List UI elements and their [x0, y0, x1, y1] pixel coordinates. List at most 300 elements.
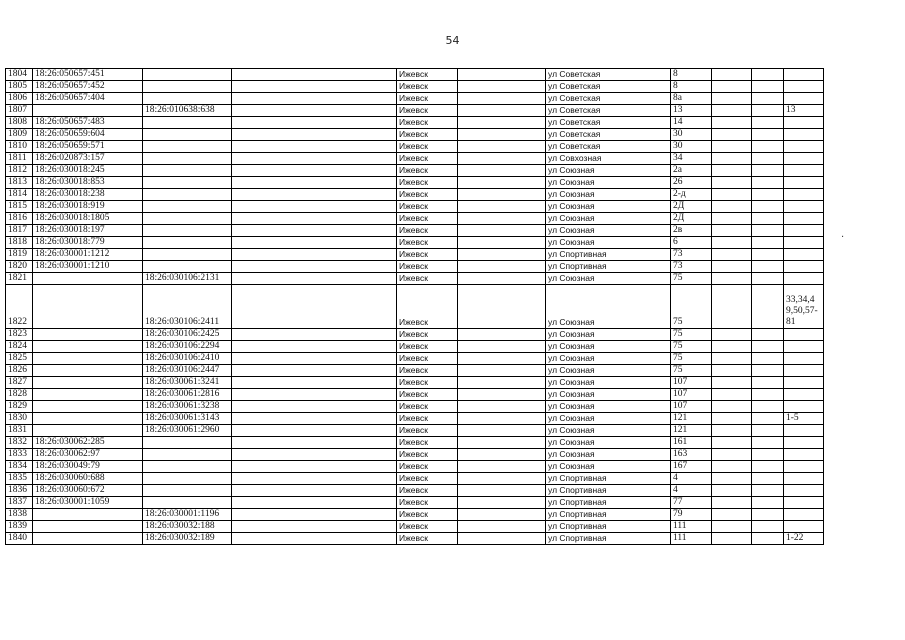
cadastral-number-cell: 18:26:050659:571: [33, 141, 143, 153]
apartments-cell: [784, 117, 824, 129]
table-row: [6, 225, 824, 237]
empty-cell: [712, 425, 752, 437]
empty-cell: [712, 225, 752, 237]
empty-cell: [712, 189, 752, 201]
table-row: [6, 261, 824, 273]
empty-cell: [458, 201, 546, 213]
empty-cell: [712, 449, 752, 461]
city-cell: Ижевск: [397, 153, 458, 165]
street-cell: ул Советская: [546, 69, 671, 81]
empty-cell: [458, 497, 546, 509]
row-number-cell: 1806: [6, 93, 33, 105]
cadastral-number-cell: 18:26:030018:919: [33, 201, 143, 213]
apartments-cell: [784, 365, 824, 377]
apartments-cell: [784, 473, 824, 485]
city-cell: Ижевск: [397, 285, 458, 329]
table-row: [6, 153, 824, 165]
empty-cell: [752, 341, 784, 353]
apartments-cell: [784, 461, 824, 473]
empty-cell: [232, 129, 397, 141]
building-cadastral-number-cell: [143, 93, 232, 105]
city-cell: Ижевск: [397, 165, 458, 177]
table-row: [6, 353, 824, 365]
empty-cell: [458, 129, 546, 141]
empty-cell: [712, 353, 752, 365]
empty-cell: [752, 509, 784, 521]
street-cell: ул Союзная: [546, 341, 671, 353]
empty-cell: [232, 341, 397, 353]
empty-cell: [752, 129, 784, 141]
house-number-cell: 8: [671, 81, 712, 93]
city-cell: Ижевск: [397, 237, 458, 249]
building-cadastral-number-cell: [143, 165, 232, 177]
street-cell: ул Советская: [546, 105, 671, 117]
apartments-cell: [784, 353, 824, 365]
house-number-cell: 121: [671, 413, 712, 425]
empty-cell: [232, 329, 397, 341]
apartments-cell: [784, 521, 824, 533]
row-number-cell: 1810: [6, 141, 33, 153]
building-cadastral-number-cell: 18:26:030106:2447: [143, 365, 232, 377]
empty-cell: [752, 261, 784, 273]
house-number-cell: 2Д: [671, 213, 712, 225]
empty-cell: [712, 413, 752, 425]
row-number-cell: 1839: [6, 521, 33, 533]
cadastral-number-cell: [33, 389, 143, 401]
empty-cell: [232, 237, 397, 249]
building-cadastral-number-cell: 18:26:030061:3143: [143, 413, 232, 425]
house-number-cell: 75: [671, 353, 712, 365]
empty-cell: [752, 141, 784, 153]
empty-cell: [232, 509, 397, 521]
street-cell: ул Союзная: [546, 353, 671, 365]
cadastral-number-cell: [33, 365, 143, 377]
empty-cell: [712, 141, 752, 153]
empty-cell: [232, 389, 397, 401]
street-cell: ул Союзная: [546, 401, 671, 413]
street-cell: ул Советская: [546, 141, 671, 153]
empty-cell: [458, 141, 546, 153]
empty-cell: [752, 237, 784, 249]
city-cell: Ижевск: [397, 437, 458, 449]
empty-cell: [458, 237, 546, 249]
house-number-cell: 161: [671, 437, 712, 449]
empty-cell: [752, 353, 784, 365]
empty-cell: [232, 225, 397, 237]
table-row: [6, 213, 824, 225]
apartments-cell: [784, 225, 824, 237]
house-number-cell: 26: [671, 177, 712, 189]
house-number-cell: 75: [671, 273, 712, 285]
empty-cell: [458, 213, 546, 225]
empty-cell: [232, 201, 397, 213]
city-cell: Ижевск: [397, 213, 458, 225]
row-number-cell: 1815: [6, 201, 33, 213]
house-number-cell: 75: [671, 341, 712, 353]
cadastral-number-cell: 18:26:050659:604: [33, 129, 143, 141]
empty-cell: [458, 437, 546, 449]
building-cadastral-number-cell: 18:26:030001:1196: [143, 509, 232, 521]
apartments-cell: [784, 485, 824, 497]
table-row: [6, 509, 824, 521]
building-cadastral-number-cell: [143, 189, 232, 201]
building-cadastral-number-cell: [143, 461, 232, 473]
empty-cell: [458, 509, 546, 521]
street-cell: ул Союзная: [546, 449, 671, 461]
empty-cell: [232, 449, 397, 461]
empty-cell: [232, 461, 397, 473]
building-cadastral-number-cell: [143, 437, 232, 449]
street-cell: ул Союзная: [546, 237, 671, 249]
house-number-cell: 107: [671, 389, 712, 401]
building-cadastral-number-cell: 18:26:030106:2410: [143, 353, 232, 365]
street-cell: ул Союзная: [546, 461, 671, 473]
cadastral-number-cell: [33, 401, 143, 413]
empty-cell: [752, 93, 784, 105]
empty-cell: [752, 377, 784, 389]
street-cell: ул Спортивная: [546, 261, 671, 273]
empty-cell: [232, 177, 397, 189]
row-number-cell: 1812: [6, 165, 33, 177]
empty-cell: [752, 201, 784, 213]
apartments-cell: [784, 141, 824, 153]
city-cell: Ижевск: [397, 93, 458, 105]
city-cell: Ижевск: [397, 225, 458, 237]
row-number-cell: 1822: [6, 285, 33, 329]
empty-cell: [752, 437, 784, 449]
row-number-cell: 1825: [6, 353, 33, 365]
city-cell: Ижевск: [397, 425, 458, 437]
empty-cell: [752, 449, 784, 461]
empty-cell: [232, 141, 397, 153]
cadastral-number-cell: 18:26:050657:452: [33, 81, 143, 93]
city-cell: Ижевск: [397, 189, 458, 201]
empty-cell: [458, 413, 546, 425]
empty-cell: [712, 237, 752, 249]
table-row: [6, 129, 824, 141]
house-number-cell: 75: [671, 285, 712, 329]
house-number-cell: 73: [671, 261, 712, 273]
apartments-cell: 1-22: [784, 533, 824, 545]
street-cell: ул Союзная: [546, 177, 671, 189]
house-number-cell: 2в: [671, 225, 712, 237]
city-cell: Ижевск: [397, 273, 458, 285]
cadastral-number-cell: 18:26:030018:238: [33, 189, 143, 201]
empty-cell: [458, 117, 546, 129]
apartments-cell: [784, 329, 824, 341]
cadastral-number-cell: [33, 105, 143, 117]
empty-cell: [752, 177, 784, 189]
empty-cell: [232, 425, 397, 437]
table-row: [6, 201, 824, 213]
apartments-cell: [784, 249, 824, 261]
apartments-cell: [784, 129, 824, 141]
empty-cell: [232, 165, 397, 177]
empty-cell: [232, 377, 397, 389]
table-row: [6, 437, 824, 449]
empty-cell: [458, 249, 546, 261]
empty-cell: [458, 225, 546, 237]
empty-cell: [752, 69, 784, 81]
empty-cell: [232, 353, 397, 365]
city-cell: Ижевск: [397, 497, 458, 509]
building-cadastral-number-cell: [143, 225, 232, 237]
city-cell: Ижевск: [397, 261, 458, 273]
building-cadastral-number-cell: [143, 485, 232, 497]
empty-cell: [712, 201, 752, 213]
apartments-cell: [784, 69, 824, 81]
empty-cell: [752, 533, 784, 545]
house-number-cell: 163: [671, 449, 712, 461]
empty-cell: [712, 249, 752, 261]
cadastral-number-cell: 18:26:030062:97: [33, 449, 143, 461]
empty-cell: [712, 509, 752, 521]
house-number-cell: 79: [671, 509, 712, 521]
building-cadastral-number-cell: [143, 153, 232, 165]
empty-cell: [458, 189, 546, 201]
table-row: [6, 401, 824, 413]
empty-cell: [712, 261, 752, 273]
empty-cell: [232, 105, 397, 117]
apartments-cell: [784, 509, 824, 521]
empty-cell: [712, 377, 752, 389]
city-cell: Ижевск: [397, 377, 458, 389]
row-number-cell: 1840: [6, 533, 33, 545]
empty-cell: [752, 285, 784, 329]
house-number-cell: 75: [671, 329, 712, 341]
empty-cell: [752, 461, 784, 473]
street-cell: ул Спортивная: [546, 485, 671, 497]
row-number-cell: 1834: [6, 461, 33, 473]
empty-cell: [232, 93, 397, 105]
empty-cell: [712, 389, 752, 401]
empty-cell: [232, 153, 397, 165]
building-cadastral-number-cell: [143, 177, 232, 189]
house-number-cell: 30: [671, 141, 712, 153]
building-cadastral-number-cell: [143, 237, 232, 249]
building-cadastral-number-cell: [143, 449, 232, 461]
table-row: [6, 81, 824, 93]
apartments-cell: 13: [784, 105, 824, 117]
building-cadastral-number-cell: [143, 81, 232, 93]
building-cadastral-number-cell: [143, 473, 232, 485]
empty-cell: [752, 189, 784, 201]
apartments-cell: [784, 237, 824, 249]
building-cadastral-number-cell: 18:26:030032:189: [143, 533, 232, 545]
table-row: [6, 93, 824, 105]
city-cell: Ижевск: [397, 177, 458, 189]
empty-cell: [232, 497, 397, 509]
building-cadastral-number-cell: 18:26:030061:2816: [143, 389, 232, 401]
row-number-cell: 1838: [6, 509, 33, 521]
house-number-cell: 107: [671, 401, 712, 413]
row-number-cell: 1816: [6, 213, 33, 225]
apartments-cell: [784, 189, 824, 201]
empty-cell: [458, 285, 546, 329]
empty-cell: [458, 389, 546, 401]
apartments-cell: [784, 425, 824, 437]
cadastral-number-cell: 18:26:030049:79: [33, 461, 143, 473]
apartments-cell: [784, 497, 824, 509]
row-number-cell: 1835: [6, 473, 33, 485]
cadastral-number-cell: 18:26:030018:245: [33, 165, 143, 177]
building-cadastral-number-cell: 18:26:030106:2411: [143, 285, 232, 329]
row-number-cell: 1817: [6, 225, 33, 237]
city-cell: Ижевск: [397, 449, 458, 461]
house-number-cell: 30: [671, 129, 712, 141]
table-row: [6, 461, 824, 473]
empty-cell: [712, 165, 752, 177]
apartments-cell: [784, 93, 824, 105]
apartments-cell: [784, 261, 824, 273]
table-row: [6, 273, 824, 285]
row-number-cell: 1837: [6, 497, 33, 509]
empty-cell: [458, 273, 546, 285]
building-cadastral-number-cell: [143, 129, 232, 141]
empty-cell: [232, 189, 397, 201]
cadastral-number-cell: [33, 341, 143, 353]
building-cadastral-number-cell: [143, 201, 232, 213]
house-number-cell: 13: [671, 105, 712, 117]
cadastral-number-cell: [33, 509, 143, 521]
empty-cell: [458, 153, 546, 165]
city-cell: Ижевск: [397, 413, 458, 425]
building-cadastral-number-cell: [143, 497, 232, 509]
cadastral-number-cell: 18:26:030001:1210: [33, 261, 143, 273]
empty-cell: [458, 401, 546, 413]
row-number-cell: 1830: [6, 413, 33, 425]
empty-cell: [458, 485, 546, 497]
row-number-cell: 1809: [6, 129, 33, 141]
city-cell: Ижевск: [397, 105, 458, 117]
city-cell: Ижевск: [397, 129, 458, 141]
empty-cell: [712, 177, 752, 189]
street-cell: ул Спортивная: [546, 249, 671, 261]
empty-cell: [752, 401, 784, 413]
empty-cell: [458, 177, 546, 189]
empty-cell: [232, 365, 397, 377]
building-cadastral-number-cell: [143, 249, 232, 261]
city-cell: Ижевск: [397, 365, 458, 377]
empty-cell: [752, 365, 784, 377]
table-row: [6, 521, 824, 533]
table-row: [6, 341, 824, 353]
city-cell: Ижевск: [397, 69, 458, 81]
house-number-cell: 4: [671, 485, 712, 497]
building-cadastral-number-cell: 18:26:010638:638: [143, 105, 232, 117]
row-number-cell: 1829: [6, 401, 33, 413]
empty-cell: [458, 165, 546, 177]
row-number-cell: 1836: [6, 485, 33, 497]
city-cell: Ижевск: [397, 521, 458, 533]
row-number-cell: 1833: [6, 449, 33, 461]
row-number-cell: 1819: [6, 249, 33, 261]
street-cell: ул Спортивная: [546, 509, 671, 521]
row-number-cell: 1827: [6, 377, 33, 389]
apartments-cell: 1-5: [784, 413, 824, 425]
cadastral-number-cell: 18:26:030060:688: [33, 473, 143, 485]
city-cell: Ижевск: [397, 485, 458, 497]
table-row: [6, 237, 824, 249]
empty-cell: [232, 273, 397, 285]
building-cadastral-number-cell: 18:26:030061:2960: [143, 425, 232, 437]
city-cell: Ижевск: [397, 389, 458, 401]
empty-cell: [712, 285, 752, 329]
apartments-cell: [784, 165, 824, 177]
empty-cell: [752, 425, 784, 437]
street-cell: ул Союзная: [546, 273, 671, 285]
house-number-cell: 2Д: [671, 201, 712, 213]
empty-cell: [712, 93, 752, 105]
empty-cell: [458, 69, 546, 81]
empty-cell: [712, 485, 752, 497]
apartments-cell: [784, 437, 824, 449]
apartments-cell: [784, 341, 824, 353]
street-cell: ул Союзная: [546, 413, 671, 425]
cadastral-number-cell: 18:26:030018:1805: [33, 213, 143, 225]
empty-cell: [712, 69, 752, 81]
empty-cell: [712, 365, 752, 377]
cadastral-number-cell: [33, 533, 143, 545]
table-row: [6, 425, 824, 437]
row-number-cell: 1828: [6, 389, 33, 401]
city-cell: Ижевск: [397, 141, 458, 153]
street-cell: ул Спортивная: [546, 533, 671, 545]
empty-cell: [712, 437, 752, 449]
empty-cell: [752, 273, 784, 285]
table-row: [6, 249, 824, 261]
row-number-cell: 1808: [6, 117, 33, 129]
cadastral-number-cell: 18:26:030018:853: [33, 177, 143, 189]
cadastral-number-cell: [33, 425, 143, 437]
city-cell: Ижевск: [397, 461, 458, 473]
empty-cell: [752, 485, 784, 497]
city-cell: Ижевск: [397, 249, 458, 261]
empty-cell: [712, 521, 752, 533]
empty-cell: [458, 105, 546, 117]
apartments-cell: [784, 177, 824, 189]
row-number-cell: 1805: [6, 81, 33, 93]
empty-cell: [232, 285, 397, 329]
table-row: [6, 177, 824, 189]
empty-cell: [232, 533, 397, 545]
street-cell: ул Союзная: [546, 389, 671, 401]
table-row: [6, 377, 824, 389]
empty-cell: [752, 249, 784, 261]
cadastral-number-cell: 18:26:050657:404: [33, 93, 143, 105]
cadastral-number-cell: 18:26:030062:285: [33, 437, 143, 449]
empty-cell: [712, 153, 752, 165]
table-row: [6, 285, 824, 329]
empty-cell: [232, 117, 397, 129]
empty-cell: [712, 117, 752, 129]
building-cadastral-number-cell: 18:26:030106:2294: [143, 341, 232, 353]
cadastral-number-cell: 18:26:030018:197: [33, 225, 143, 237]
city-cell: Ижевск: [397, 329, 458, 341]
empty-cell: [752, 413, 784, 425]
empty-cell: [458, 521, 546, 533]
cadastral-number-cell: [33, 353, 143, 365]
house-number-cell: 121: [671, 425, 712, 437]
stray-mark: ·: [841, 232, 845, 243]
apartments-cell: [784, 213, 824, 225]
empty-cell: [712, 129, 752, 141]
empty-cell: [752, 225, 784, 237]
empty-cell: [458, 353, 546, 365]
city-cell: Ижевск: [397, 81, 458, 93]
table-row: [6, 165, 824, 177]
cadastral-number-cell: 18:26:030001:1212: [33, 249, 143, 261]
